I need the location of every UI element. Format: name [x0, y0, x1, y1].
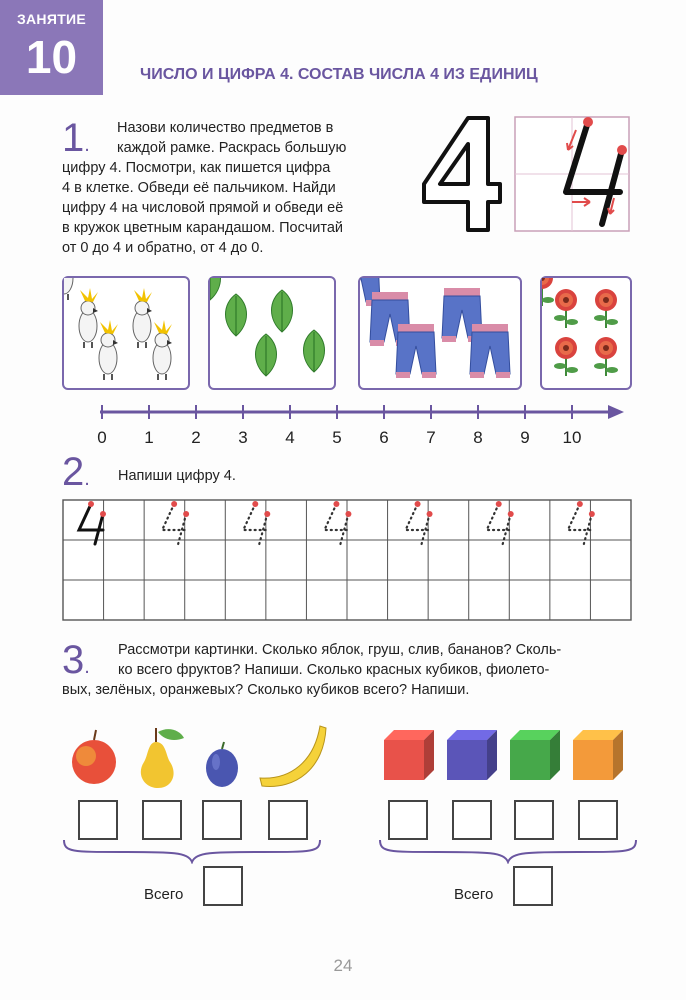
answer-box[interactable]: [202, 800, 242, 840]
cube-icon: [384, 730, 434, 780]
apple-icon: [72, 730, 116, 784]
number-line-label[interactable]: 8: [473, 428, 483, 447]
number-line-label[interactable]: 9: [520, 428, 530, 447]
answer-box[interactable]: [452, 800, 492, 840]
writing-grid[interactable]: [62, 498, 632, 622]
total-label-fruits: Всего: [144, 886, 184, 903]
trousers-icon: [360, 278, 520, 388]
frame-trousers: [358, 276, 522, 390]
task1-number: 1.: [62, 116, 90, 160]
cube-icon: [573, 730, 623, 780]
cockatoo-icon: [64, 278, 188, 388]
answer-box[interactable]: [268, 800, 308, 840]
answer-box[interactable]: [514, 800, 554, 840]
page-title: ЧИСЛО И ЦИФРА 4. СОСТАВ ЧИСЛА 4 ИЗ ЕДИНИЦ: [140, 66, 538, 83]
frame-leaves: [208, 276, 336, 390]
lesson-badge: [0, 0, 103, 95]
lesson-number: 10: [25, 31, 78, 83]
number-line-label[interactable]: 7: [426, 428, 436, 447]
number-line-label[interactable]: 3: [238, 428, 248, 447]
number-line-label[interactable]: 1: [144, 428, 154, 447]
total-box-cubes[interactable]: [513, 866, 553, 906]
number-line-label[interactable]: 4: [285, 428, 295, 447]
task2-number: 2.: [62, 450, 90, 494]
number-line-label[interactable]: 0: [97, 428, 107, 447]
task2-text: Напиши цифру 4.: [118, 468, 236, 484]
flower-icon: [542, 278, 630, 388]
plum-icon: [206, 742, 238, 787]
cubes-row: [380, 726, 630, 786]
banana-icon: [260, 726, 326, 786]
cube-icon: [510, 730, 560, 780]
brace-cubes: [378, 838, 638, 864]
number-line-label[interactable]: 6: [379, 428, 389, 447]
number-line-label[interactable]: 5: [332, 428, 342, 447]
number-line-label[interactable]: 10: [562, 428, 582, 447]
task3-text: Рассмотри картинки. Сколько яблок, груш, слив, бананов? Сколь- ко всего фруктов? Напиши. Сколько красных кубиков, фиолето- вых, зелёных, оранжевых? Сколько кубиков всего? Напиши.: [62, 642, 562, 698]
answer-box[interactable]: [78, 800, 118, 840]
total-box-fruits[interactable]: [203, 866, 243, 906]
answer-box[interactable]: [388, 800, 428, 840]
total-label-cubes: Всего: [454, 886, 494, 903]
task3-number: 3.: [62, 638, 90, 682]
frame-cockatoos: [62, 276, 190, 390]
cube-icon: [447, 730, 497, 780]
leaf-icon: [210, 278, 334, 388]
number-line: [92, 400, 632, 424]
answer-box[interactable]: [578, 800, 618, 840]
page-number: 24: [333, 956, 353, 975]
number-line-label[interactable]: 2: [191, 428, 201, 447]
brace-fruits: [62, 838, 322, 864]
task1-text: Назови количество предметов в каждой рамке. Раскрась большую цифру 4. Посмотри, как пишется цифра 4 в клетке. Обведи её пальчиком. Найди цифру 4 на числовой прямой и обведи её в кружок цветным карандашом. Посчитай от 0 до 4 и обратно, от 4 до 0.: [62, 120, 347, 256]
frame-flowers: [540, 276, 632, 390]
answer-box[interactable]: [142, 800, 182, 840]
lesson-word: ЗАНЯТИЕ: [16, 11, 87, 27]
pear-icon: [141, 728, 184, 788]
fruits-row: [64, 722, 334, 792]
big-digit-four-outline[interactable]: [418, 112, 504, 236]
digit-four-in-cell: [514, 116, 630, 232]
